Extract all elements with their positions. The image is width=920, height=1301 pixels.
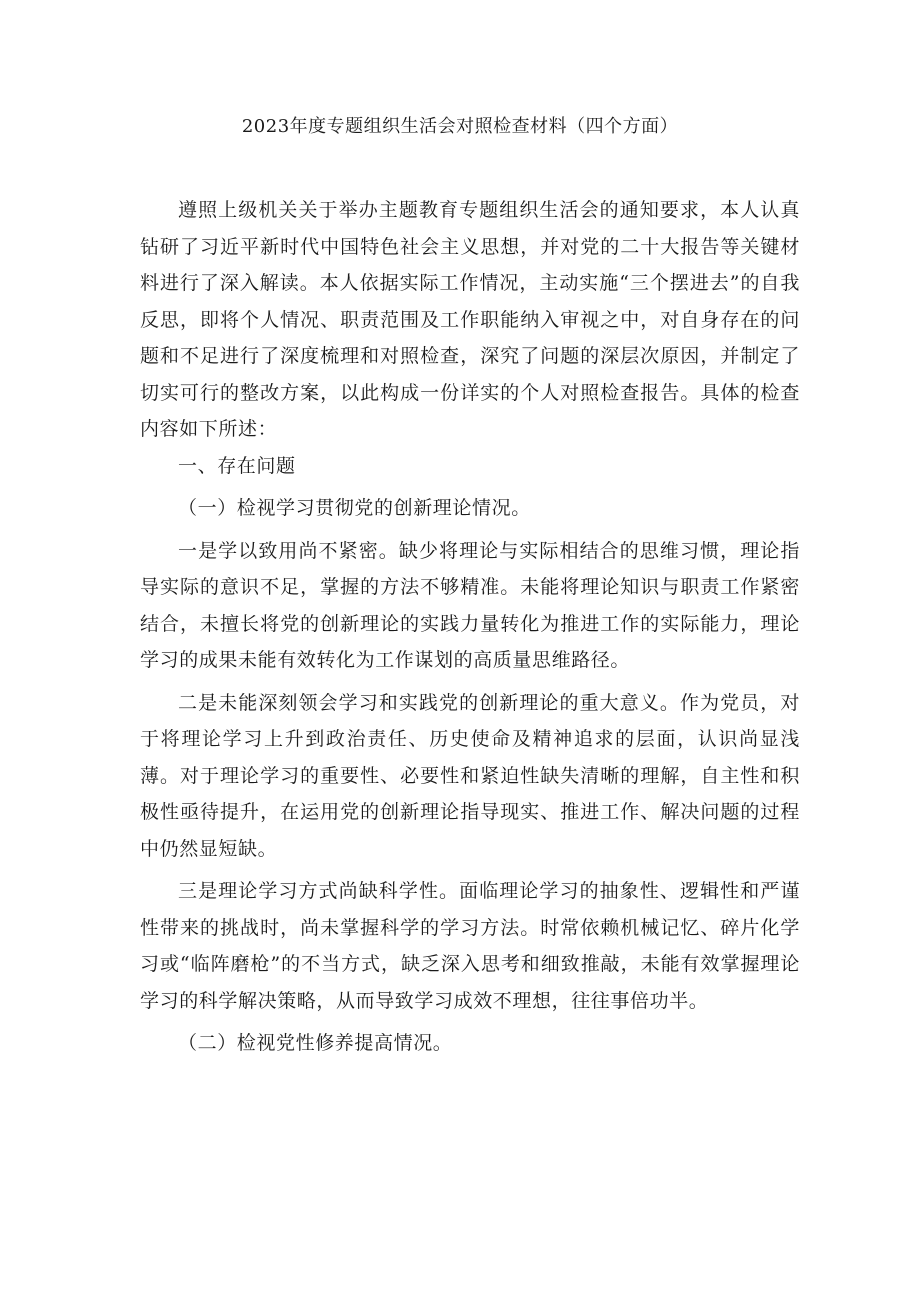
paragraph-point-3: 三是理论学习方式尚缺科学性。面临理论学习的抽象性、逻辑性和严谨性带来的挑战时，尚未掌握科学的学习方法。时常依赖机械记忆、碎片化学习或“临阵磨枪”的不当方式，缺乏深入思考和细致推敲，未能有效掌握理论学习的科学解决策略，从而导致学习成效不理想，往往事倍功半。 <box>140 880 800 1012</box>
section-heading-problems: 一、存在问题 <box>178 454 296 477</box>
paragraph-point-1: 一是学以致用尚不紧密。缺少将理论与实际相结合的思维习惯，理论指导实际的意识不足，掌握的方法不够精准。未能将理论知识与职责工作紧密结合，未擅长将党的创新理论的实践力量转化为推进工作的实际能力，理论学习的成果未能有效转化为工作谋划的高质量思维路径。 <box>140 539 800 671</box>
document-body <box>140 192 800 1062</box>
intro-paragraph: 遵照上级机关关于举办主题教育专题组织生活会的通知要求，本人认真钻研了习近平新时代中国特色社会主义思想，并对党的二十大报告等关键材料进行了深入解读。本人依据实际工作情况，主动实施“三个摆进去”的自我反思，即将个人情况、职责范围及工作职能纳入审视之中，对自身存在的问题和不足进行了深度梳理和对照检查，深究了问题的深层次原因，并制定了切实可行的整改方案，以此构成一份详实的个人对照检查报告。具体的检查内容如下所述： <box>140 199 800 440</box>
subsection-heading-theory-study: （一）检视学习贯彻党的创新理论情况。 <box>178 497 531 519</box>
subsection-heading-party-spirit: （二）检视党性修养提高情况。 <box>178 1032 453 1054</box>
paragraph-point-2: 二是未能深刻领会学习和实践党的创新理论的重大意义。作为党员，对于将理论学习上升到政治责任、历史使命及精神追求的层面，认识尚显浅薄。对于理论学习的重要性、必要性和紧迫性缺失清晰的理解，自主性和积极性亟待提升，在运用党的创新理论指导现实、推进工作、解决问题的过程中仍然显短缺。 <box>140 691 800 860</box>
document-title: 2023年度专题组织生活会对照检查材料（四个方面） <box>241 116 679 137</box>
